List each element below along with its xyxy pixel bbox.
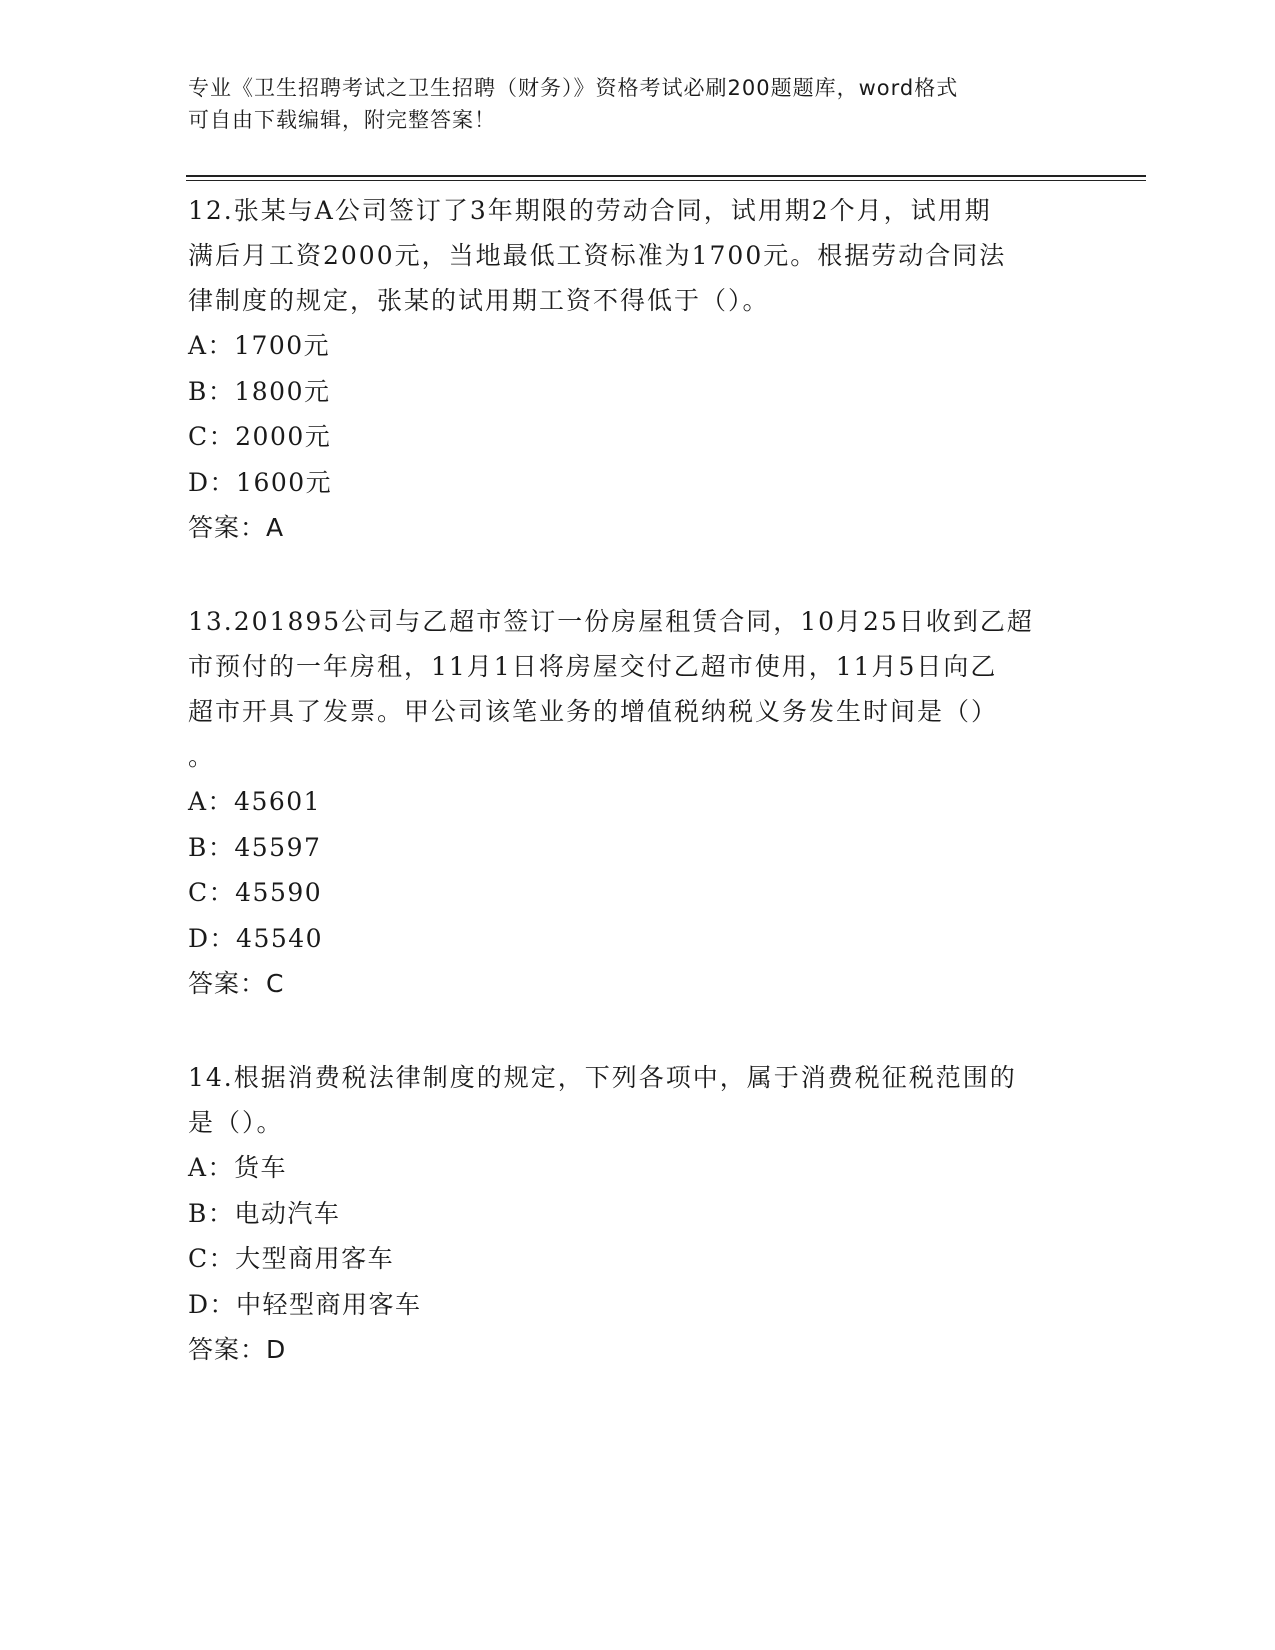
question-stem (188, 1055, 1088, 1145)
stem-line: 市预付的一年房租，11月1日将房屋交付乙超市使用，11月5日向乙 (188, 652, 998, 681)
question-stem (188, 599, 1088, 779)
stem-line: 14.根据消费税法律制度的规定，下列各项中，属于消费税征税范围的 (188, 1063, 1017, 1092)
stem-line: 。 (188, 742, 216, 771)
answer: 答案：C (188, 969, 285, 998)
question-stem (188, 188, 1088, 323)
stem-line: 是（）。 (188, 1108, 284, 1137)
option-d: D：45540 (188, 923, 324, 953)
question-14 (188, 1055, 1088, 1372)
option-d: D：1600元 (188, 467, 333, 497)
option-c: C：2000元 (188, 422, 332, 451)
answer: 答案：A (188, 513, 285, 542)
option-c: C：大型商用客车 (188, 1244, 395, 1273)
stem-line: 12.张某与A公司签订了3年期限的劳动合同，试用期2个月，试用期 (188, 196, 992, 225)
stem-line: 13.201895公司与乙超市签订一份房屋租赁合同，10月25日收到乙超 (188, 607, 1034, 636)
question-12 (188, 188, 1088, 550)
option-a: A：45601 (188, 787, 322, 816)
question-13 (188, 599, 1088, 1006)
option-b: B：45597 (188, 832, 322, 862)
answer: 答案：D (188, 1335, 287, 1364)
option-a: A：货车 (188, 1153, 288, 1182)
option-b: B：电动汽车 (188, 1198, 341, 1228)
option-a: A：1700元 (188, 331, 331, 360)
option-b: B：1800元 (188, 376, 331, 406)
stem-line: 满后月工资2000元，当地最低工资标准为1700元。根据劳动合同法 (188, 241, 1007, 270)
option-d: D：中轻型商用客车 (188, 1289, 422, 1319)
header-line: 专业《卫生招聘考试之卫生招聘（财务）》资格考试必刷200题题库，word格式 (188, 76, 959, 100)
header-line: 可自由下载编辑，附完整答案！ (188, 108, 496, 132)
document-header (188, 72, 1088, 136)
stem-line: 律制度的规定，张某的试用期工资不得低于（）。 (188, 286, 770, 315)
stem-line: 超市开具了发票。甲公司该笔业务的增值税纳税义务发生时间是（） (188, 697, 999, 726)
header-divider-thick (186, 175, 1146, 177)
header-divider-thin (186, 180, 1146, 181)
option-c: C：45590 (188, 878, 323, 907)
